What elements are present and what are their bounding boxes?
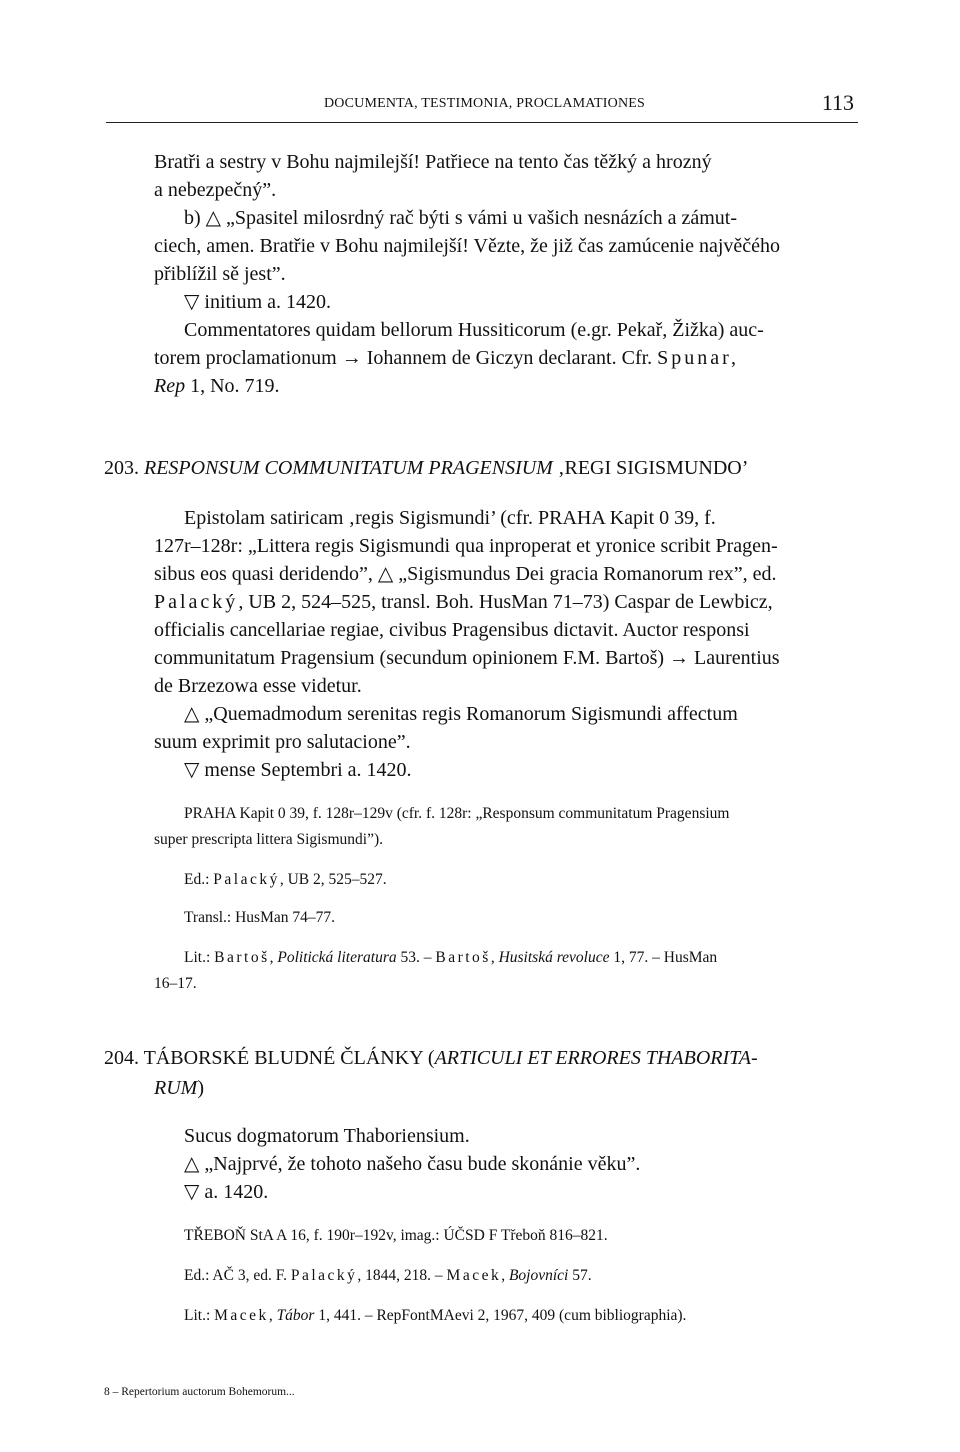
- prev-line-6: ▽ initium a. 1420.: [184, 291, 332, 313]
- entry-203-title-rest: ‚REGI SIGISMUNDO’: [552, 457, 749, 479]
- entry-203-lit-label: Lit.:: [184, 949, 215, 966]
- entry-203-ed-label: Ed.:: [184, 871, 214, 888]
- footer-signature: 8 – Repertorium auctorum Bohemorum...: [104, 1386, 295, 1398]
- entry-204-title-italic: ARTICULI ET ERRORES THABORITA-: [434, 1047, 758, 1069]
- entry-203-line-8: △ „Quemadmodum serenitas regis Romanorum Sigismundi affectum: [184, 703, 738, 725]
- author-bartos-1: Bartoš: [214, 949, 270, 966]
- entry-203-line-3: sibus eos quasi deridendo”, △ „Sigismundus Dei gracia Romanorum rex”, ed.: [154, 563, 777, 585]
- prev-line-9: [154, 374, 280, 398]
- prev-line-7: Commentatores quidam bellorum Hussiticorum (e.gr. Pekař, Žižka) auc-: [184, 319, 764, 341]
- entry-203-manuscript-2: super prescripta littera Sigismundi”).: [154, 831, 383, 848]
- entry-204-lit-rest: 1, 441. – RepFontMAevi 2, 1967, 409 (cum bibliographia).: [314, 1307, 687, 1324]
- entry-203-lit-mid: 53. –: [396, 949, 436, 966]
- entry-203-line-5: officialis cancellariae regiae, civibus Pragensibus dictavit. Auctor responsi: [154, 619, 750, 641]
- entry-204-edition: Ed.: AČ 3, ed. F. Palacký, 1844, 218. – Macek, Bojovníci 57.: [184, 1267, 592, 1284]
- entry-204-line-1: Sucus dogmatorum Thaboriensium.: [184, 1125, 470, 1147]
- prev-line-4: ciech, amen. Bratřie v Bohu najmilejší! Vězte, že již čas zamúcenie najvěčého: [154, 235, 781, 257]
- author-macek-1: Macek: [446, 1267, 502, 1284]
- page-number: 113: [821, 90, 854, 115]
- entry-204-line-2: △ „Najprvé, že tohoto našeho času bude skonánie věku”.: [184, 1153, 641, 1175]
- prev-line-2: a nebezpečný”.: [154, 179, 277, 201]
- entry-204-ed-mid: , 1844, 218. –: [357, 1267, 447, 1284]
- entry-204-literature: Lit.: Macek, Tábor 1, 441. – RepFontMAevi 2, 1967, 409 (cum bibliographia).: [184, 1307, 687, 1324]
- prev-line-1: Bratři a sestry v Bohu najmilejší! Patřiece na tento čas těžký a hrozný: [154, 151, 712, 173]
- entry-203-line-4-rest: , UB 2, 524–525, transl. Boh. HusMan 71–73) Caspar de Lewbicz,: [238, 591, 773, 613]
- author-palacky-ed: Palacký: [213, 871, 280, 888]
- entry-204-ed-label: Ed.: AČ 3, ed. F.: [184, 1267, 291, 1284]
- prev-line-8-text: torem proclamationum → Iohannem de Giczyn declarant. Cfr.: [154, 347, 653, 369]
- entry-203-literature: Lit.: Bartoš, Politická literatura 53. – Bartoš, Husitská revoluce 1, 77. – HusMan: [184, 949, 718, 966]
- entry-204-line-3: ▽ a. 1420.: [184, 1181, 269, 1203]
- entry-204-title-italic-2: RUM: [154, 1077, 198, 1099]
- author-palacky-204: Palacký: [290, 1267, 358, 1284]
- entry-203-line-1: Epistolam satiricam ‚regis Sigismundi’ (cfr. PRAHA Kapit 0 39, f.: [184, 507, 716, 529]
- entry-204-heading-2: [154, 1076, 204, 1100]
- entry-203-title-italic: RESPONSUM COMMUNITATUM PRAGENSIUM: [144, 457, 553, 479]
- entry-203-line-9: suum exprimit pro salutacione”.: [154, 731, 411, 753]
- prev-line-8: [154, 346, 739, 370]
- entry-203-heading: [104, 456, 748, 480]
- entry-203-translation: Transl.: HusMan 74–77.: [184, 909, 335, 926]
- work-rep: Rep: [154, 375, 186, 397]
- work-tabor: Tábor: [276, 1307, 315, 1324]
- work-husitska-revoluce: Husitská revoluce: [498, 949, 610, 966]
- work-bojovnici: Bojovníci: [508, 1267, 569, 1284]
- entry-204-lit-label: Lit.:: [184, 1307, 215, 1324]
- entry-203-lit-rest: 1, 77. – HusMan: [609, 949, 718, 966]
- running-head: [106, 90, 858, 123]
- entry-203-line-10: ▽ mense Septembri a. 1420.: [184, 759, 412, 781]
- entry-204-number: 204.: [104, 1047, 139, 1069]
- entry-203-edition: [184, 870, 387, 890]
- work-politicka-literatura: Politická literatura: [277, 949, 397, 966]
- entry-203-line-4: [154, 590, 773, 614]
- entry-203-manuscript-1: PRAHA Kapit 0 39, f. 128r–129v (cfr. f. 128r: „Responsum communitatum Pragensium: [184, 805, 730, 822]
- entry-204-title-close: ): [197, 1077, 204, 1099]
- entry-204-title: TÁBORSKÉ BLUDNÉ ČLÁNKY (: [143, 1047, 435, 1069]
- author-spunar: Spunar,: [657, 347, 740, 369]
- entry-203-literature-2: 16–17.: [154, 975, 197, 992]
- entry-203-line-7: de Brzezowa esse videtur.: [154, 675, 362, 697]
- author-palacky: Palacký: [154, 591, 239, 613]
- running-title: DOCUMENTA, TESTIMONIA, PROCLAMATIONES: [324, 96, 646, 111]
- prev-line-5: přiblížil sě jest”.: [154, 263, 286, 285]
- prev-line-9-rest: 1, No. 719.: [185, 375, 280, 397]
- entry-204-ed-rest: 57.: [568, 1267, 592, 1284]
- author-bartos-2: Bartoš: [435, 949, 491, 966]
- entry-203-ed-rest: , UB 2, 525–527.: [279, 871, 387, 888]
- author-macek-2: Macek: [214, 1307, 269, 1324]
- entry-204-heading: [104, 1046, 758, 1070]
- entry-203-line-6: communitatum Pragensium (secundum opinionem F.M. Bartoš) → Laurentius: [154, 647, 780, 669]
- entry-204-manuscript: TŘEBOŇ StA A 16, f. 190r–192v, imag.: ÚČSD F Třeboň 816–821.: [184, 1227, 608, 1244]
- prev-line-3: b) △ „Spasitel milosrdný rač býti s vámi u vašich nesnázích a zámut-: [184, 207, 738, 229]
- entry-203-number: 203.: [104, 457, 139, 479]
- entry-203-line-2: 127r–128r: „Littera regis Sigismundi qua inproperat et yronice scribit Pragen-: [154, 535, 778, 557]
